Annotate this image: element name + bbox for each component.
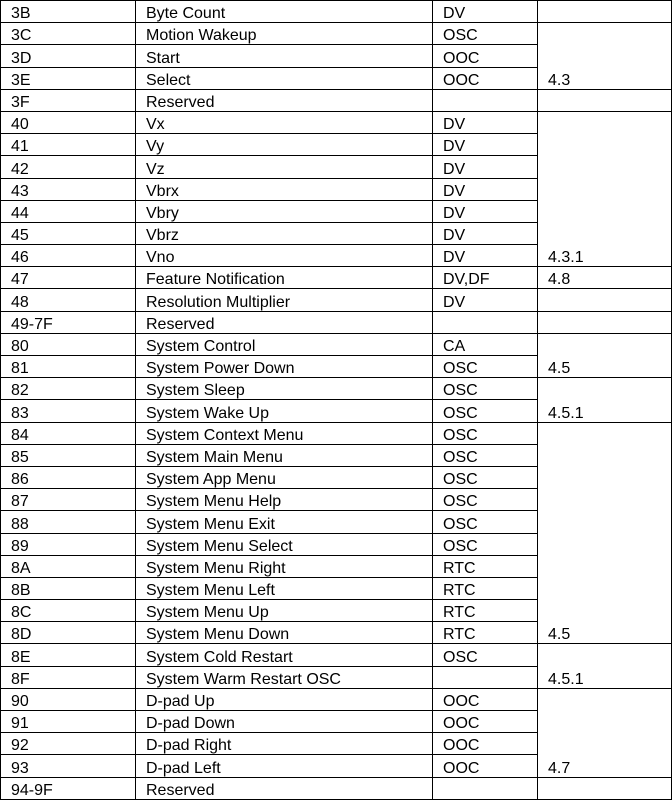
usage-name-cell: System Menu Right: [136, 555, 433, 577]
usage-type-cell: [433, 666, 538, 688]
usage-id-cell: 90: [1, 688, 136, 710]
usage-name-cell: System Menu Left: [136, 577, 433, 599]
usage-name-cell: Byte Count: [136, 1, 433, 23]
usage-type-cell: DV: [433, 1, 538, 23]
usage-type-cell: CA: [433, 333, 538, 355]
usage-id-cell: 3D: [1, 45, 136, 67]
usage-type-cell: OSC: [433, 23, 538, 45]
usage-name-cell: System Menu Help: [136, 489, 433, 511]
usage-type-cell: DV: [433, 156, 538, 178]
usage-type-cell: RTC: [433, 622, 538, 644]
table-row: [1, 23, 672, 45]
usage-section-cell: 4.5: [538, 333, 672, 377]
usage-section-cell: 4.3.1: [538, 111, 672, 266]
usage-type-cell: OOC: [433, 688, 538, 710]
usage-id-cell: 8D: [1, 622, 136, 644]
usage-type-cell: OSC: [433, 533, 538, 555]
usage-type-cell: RTC: [433, 600, 538, 622]
usage-type-cell: OSC: [433, 400, 538, 422]
usage-type-cell: DV: [433, 289, 538, 311]
usage-name-cell: Vz: [136, 156, 433, 178]
usage-name-cell: System Cold Restart: [136, 644, 433, 666]
usage-id-cell: 88: [1, 511, 136, 533]
usage-name-cell: System App Menu: [136, 466, 433, 488]
usage-name-cell: Select: [136, 67, 433, 89]
usage-type-cell: [433, 777, 538, 799]
usage-id-cell: 47: [1, 267, 136, 289]
usage-id-cell: 84: [1, 422, 136, 444]
usage-name-cell: System Menu Exit: [136, 511, 433, 533]
usage-section-cell: 4.8: [538, 267, 672, 289]
usage-type-cell: OSC: [433, 356, 538, 378]
usage-id-cell: 8E: [1, 644, 136, 666]
usage-type-cell: OSC: [433, 444, 538, 466]
usage-name-cell: Vno: [136, 245, 433, 267]
usage-type-cell: DV: [433, 222, 538, 244]
usage-name-cell: Vy: [136, 134, 433, 156]
usage-type-cell: OSC: [433, 511, 538, 533]
usage-name-cell: System Wake Up: [136, 400, 433, 422]
usage-id-cell: 92: [1, 733, 136, 755]
usage-name-cell: System Control: [136, 333, 433, 355]
usage-id-cell: 8F: [1, 666, 136, 688]
table-row: [1, 289, 672, 311]
usage-type-cell: OOC: [433, 67, 538, 89]
usage-name-cell: Vbrx: [136, 178, 433, 200]
table-row: [1, 644, 672, 666]
usage-section-cell: [538, 289, 672, 311]
usage-section-cell: 4.5.1: [538, 644, 672, 688]
usage-type-cell: OSC: [433, 466, 538, 488]
usage-id-cell: 3E: [1, 67, 136, 89]
usage-name-cell: System Main Menu: [136, 444, 433, 466]
table-row: [1, 89, 672, 111]
usage-section-cell: 4.7: [538, 688, 672, 777]
usage-id-cell: 3F: [1, 89, 136, 111]
usage-type-cell: DV,DF: [433, 267, 538, 289]
usage-section-cell: 4.5.1: [538, 378, 672, 422]
usage-id-cell: 94-9F: [1, 777, 136, 799]
usage-type-cell: DV: [433, 245, 538, 267]
usage-id-cell: 43: [1, 178, 136, 200]
usage-id-cell: 8C: [1, 600, 136, 622]
usage-id-cell: 49-7F: [1, 311, 136, 333]
usage-name-cell: System Sleep: [136, 378, 433, 400]
usage-name-cell: Vbrz: [136, 222, 433, 244]
usage-id-cell: 89: [1, 533, 136, 555]
usage-id-cell: 48: [1, 289, 136, 311]
usage-section-cell: [538, 311, 672, 333]
usage-type-cell: RTC: [433, 555, 538, 577]
usage-id-cell: 8A: [1, 555, 136, 577]
usage-type-cell: OOC: [433, 45, 538, 67]
usage-id-cell: 91: [1, 711, 136, 733]
usage-id-cell: 81: [1, 356, 136, 378]
usage-id-cell: 86: [1, 466, 136, 488]
usage-type-cell: OSC: [433, 378, 538, 400]
usage-type-cell: DV: [433, 178, 538, 200]
usage-section-cell: [538, 1, 672, 23]
usage-section-cell: 4.3: [538, 23, 672, 90]
usage-table-body: [1, 1, 672, 800]
usage-type-cell: OOC: [433, 755, 538, 777]
usage-name-cell: Reserved: [136, 777, 433, 799]
usage-id-cell: 42: [1, 156, 136, 178]
table-row: [1, 311, 672, 333]
table-row: [1, 333, 672, 355]
usage-id-cell: 41: [1, 134, 136, 156]
usage-type-cell: OOC: [433, 733, 538, 755]
usage-name-cell: D-pad Up: [136, 688, 433, 710]
usage-type-cell: DV: [433, 111, 538, 133]
usage-id-cell: 87: [1, 489, 136, 511]
usage-name-cell: Resolution Multiplier: [136, 289, 433, 311]
usage-name-cell: Vx: [136, 111, 433, 133]
usage-id-cell: 45: [1, 222, 136, 244]
usage-name-cell: Feature Notification: [136, 267, 433, 289]
table-row: [1, 1, 672, 23]
table-row: [1, 267, 672, 289]
usage-type-cell: OSC: [433, 644, 538, 666]
usage-name-cell: Reserved: [136, 311, 433, 333]
table-row: [1, 688, 672, 710]
usage-id-cell: 82: [1, 378, 136, 400]
usage-name-cell: System Warm Restart OSC: [136, 666, 433, 688]
usage-type-cell: OSC: [433, 422, 538, 444]
usage-section-cell: [538, 89, 672, 111]
usage-type-cell: DV: [433, 200, 538, 222]
usage-type-cell: RTC: [433, 577, 538, 599]
usage-name-cell: D-pad Right: [136, 733, 433, 755]
usage-id-cell: 3B: [1, 1, 136, 23]
usage-id-cell: 85: [1, 444, 136, 466]
usage-name-cell: System Power Down: [136, 356, 433, 378]
usage-name-cell: Reserved: [136, 89, 433, 111]
usage-type-cell: [433, 89, 538, 111]
usage-type-cell: OSC: [433, 489, 538, 511]
table-row: [1, 378, 672, 400]
usage-id-cell: 3C: [1, 23, 136, 45]
usage-name-cell: D-pad Down: [136, 711, 433, 733]
usage-name-cell: Vbry: [136, 200, 433, 222]
usage-name-cell: System Menu Select: [136, 533, 433, 555]
usage-id-cell: 80: [1, 333, 136, 355]
usage-name-cell: System Context Menu: [136, 422, 433, 444]
usage-id-cell: 83: [1, 400, 136, 422]
table-row: [1, 422, 672, 444]
usage-section-cell: [538, 777, 672, 799]
usage-type-cell: DV: [433, 134, 538, 156]
usage-id-cell: 44: [1, 200, 136, 222]
usage-name-cell: Motion Wakeup: [136, 23, 433, 45]
usage-section-cell: 4.5: [538, 422, 672, 644]
usage-type-cell: OOC: [433, 711, 538, 733]
usage-name-cell: System Menu Down: [136, 622, 433, 644]
usage-name-cell: Start: [136, 45, 433, 67]
usage-id-cell: 40: [1, 111, 136, 133]
table-row: [1, 111, 672, 133]
usage-id-cell: 93: [1, 755, 136, 777]
usage-id-cell: 46: [1, 245, 136, 267]
usage-name-cell: System Menu Up: [136, 600, 433, 622]
usage-name-cell: D-pad Left: [136, 755, 433, 777]
usage-type-cell: [433, 311, 538, 333]
table-row: [1, 777, 672, 799]
usage-id-cell: 8B: [1, 577, 136, 599]
